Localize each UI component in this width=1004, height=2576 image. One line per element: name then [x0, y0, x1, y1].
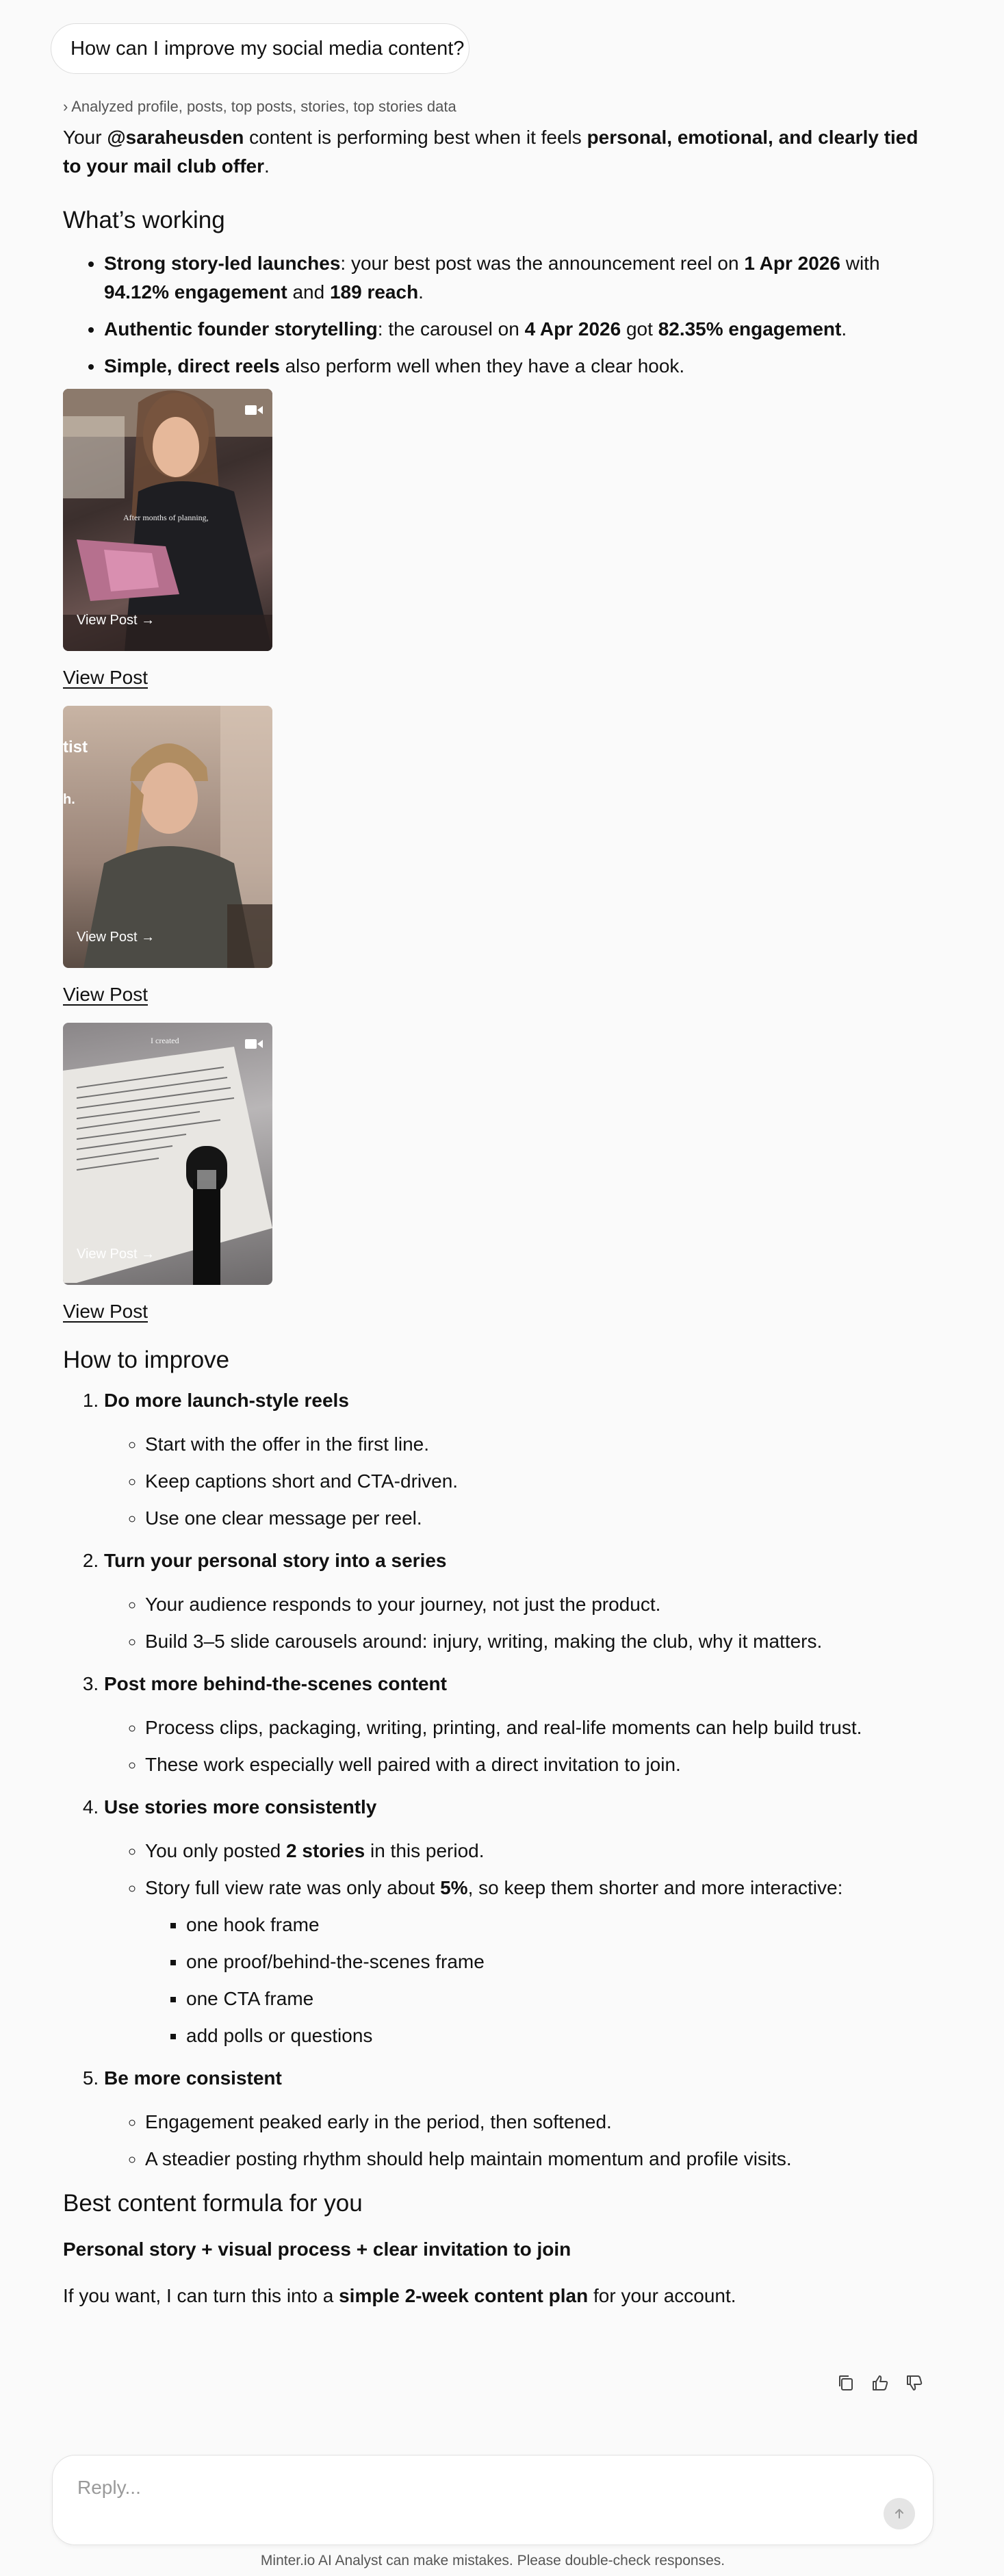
- list-item: ▪ one CTA frame: [186, 1985, 918, 2013]
- list-item: ◦ Build 3–5 slide carousels around: injury, writing, making the club, why it matters.: [145, 1627, 918, 1656]
- formula-line: Personal story + visual process + clear invitation to join: [63, 2239, 571, 2260]
- post-thumbnail[interactable]: [63, 706, 272, 968]
- list-item: • Strong story-led launches: your best post was the announcement reel on 1 Apr 2026 with 94.12% engagement and 189 reach.: [104, 249, 918, 307]
- post-caption-text: After months of planning,: [123, 513, 209, 522]
- list-item: ◦ Use one clear message per reel.: [145, 1504, 918, 1533]
- arrow-up-icon: [893, 2508, 905, 2520]
- working-list: [63, 249, 918, 381]
- message-actions: [836, 2373, 924, 2393]
- section-heading-improve: How to improve: [63, 1347, 230, 1373]
- account-handle: @saraheusden: [107, 127, 244, 148]
- view-post-link[interactable]: View Post: [63, 984, 148, 1005]
- thumbs-up-icon[interactable]: [871, 2373, 890, 2393]
- list-item: ◦ Your audience responds to your journey, not just the product.: [145, 1590, 918, 1619]
- list-item: ◦ Process clips, packaging, writing, printing, and real-life moments can help build trust.: [145, 1713, 918, 1742]
- post-overlay-text: tist: [63, 738, 88, 756]
- intro-paragraph: Your @saraheusden content is performing best when it feels personal, emotional, and clearly tied to your mail club offer.: [63, 127, 918, 177]
- list-item: 3. Post more behind-the-scenes content ◦ Process clips, packaging, writing, printing, and real-life moments can help build trust. ◦ These work especially well paired with a direct invitation to join.: [104, 1670, 918, 1779]
- list-item: ◦ A steadier posting rhythm should help maintain momentum and profile visits.: [145, 2145, 918, 2173]
- reply-input[interactable]: [76, 2471, 832, 2505]
- analysis-toggle[interactable]: › Analyzed profile, posts, top posts, stories, top stories data: [63, 98, 456, 115]
- list-item: 4. Use stories more consistently ◦ You only posted 2 stories in this period. ◦ Story full view rate was only about 5%, so keep them shorter and more interactive: ▪ one hook frame ▪ one proof/behind-the-scenes frame ▪ one CTA frame ▪ add polls or questions: [104, 1793, 918, 2050]
- assistant-response: [63, 123, 918, 2310]
- list-item: ◦ You only posted 2 stories in this period.: [145, 1837, 918, 1865]
- list-item: ◦ These work especially well paired with a direct invitation to join.: [145, 1750, 918, 1779]
- send-button[interactable]: [884, 2498, 915, 2529]
- post-caption-text: I created: [151, 1036, 179, 1045]
- user-message-bubble: [51, 23, 469, 74]
- improve-steps: [63, 1386, 918, 2173]
- view-post-link[interactable]: View Post: [63, 667, 148, 688]
- list-item: ◦ Keep captions short and CTA-driven.: [145, 1467, 918, 1496]
- post-thumbnail[interactable]: [63, 1023, 272, 1285]
- post-thumbnail[interactable]: [63, 389, 272, 651]
- video-camera-icon: [245, 1038, 263, 1050]
- video-camera-icon: [245, 404, 263, 416]
- list-item: ▪ one hook frame: [186, 1911, 918, 1939]
- user-message-text: How can I improve my social media content?: [70, 37, 465, 60]
- list-item: 5. Be more consistent ◦ Engagement peaked early in the period, then softened. ◦ A steadier posting rhythm should help maintain momentum and profile visits.: [104, 2064, 918, 2173]
- list-item: • Simple, direct reels also perform well when they have a clear hook.: [104, 352, 918, 381]
- list-item: ◦ Start with the offer in the first line.: [145, 1430, 918, 1459]
- thumbs-down-icon[interactable]: [905, 2373, 924, 2393]
- section-heading-formula: Best content formula for you: [63, 2190, 363, 2217]
- list-item: ▪ one proof/behind-the-scenes frame: [186, 1948, 918, 1976]
- list-item: • Authentic founder storytelling: the carousel on 4 Apr 2026 got 82.35% engagement.: [104, 315, 918, 344]
- view-post-link[interactable]: View Post: [63, 1301, 148, 1322]
- list-item: ▪ add polls or questions: [186, 2022, 918, 2050]
- reply-box: [52, 2455, 934, 2545]
- list-item: ◦ Engagement peaked early in the period, then softened.: [145, 2108, 918, 2137]
- post-overlay-text: h.: [63, 792, 75, 807]
- list-item: 1. Do more launch-style reels ◦ Start with the offer in the first line. ◦ Keep captions short and CTA-driven. ◦ Use one clear message per reel.: [104, 1386, 918, 1533]
- view-post-overlay[interactable]: View Post →: [77, 613, 155, 628]
- list-item: 2. Turn your personal story into a series ◦ Your audience responds to your journey, not just the product. ◦ Build 3–5 slide carousels around: injury, writing, making the club, why it matters.: [104, 1546, 918, 1656]
- list-item: ◦ Story full view rate was only about 5%, so keep them shorter and more interactive: ▪ one hook frame ▪ one proof/behind-the-scenes frame ▪ one CTA frame ▪ add polls or questions: [145, 1874, 918, 2050]
- copy-icon[interactable]: [836, 2373, 855, 2393]
- disclaimer-text: Minter.io AI Analyst can make mistakes. Please double-check responses.: [260, 2553, 725, 2568]
- view-post-overlay[interactable]: View Post →: [77, 930, 155, 945]
- section-heading-working: What’s working: [63, 207, 225, 233]
- outro-paragraph: If you want, I can turn this into a simple 2-week content plan for your account.: [63, 2285, 736, 2306]
- view-post-overlay[interactable]: View Post →: [77, 1247, 155, 1262]
